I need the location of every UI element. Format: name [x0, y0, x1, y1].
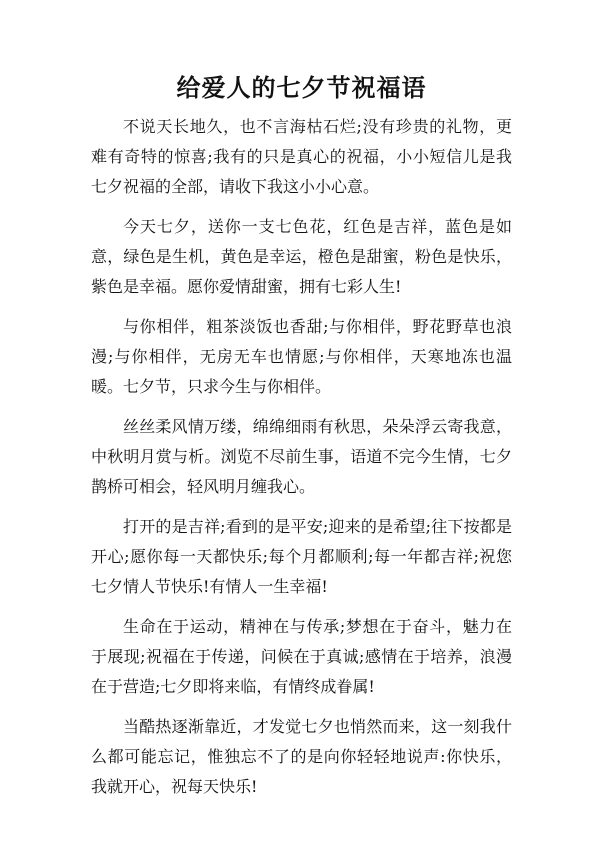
paragraph-1: 不说天长地久，也不言海枯石烂;没有珍贵的礼物，更难有奇特的惊喜;我有的只是真心的祝福，小小短信儿是我七夕祝福的全部，请收下我这小小心意。: [91, 117, 512, 196]
paragraph-7: 当酷热逐渐靠近，才发觉七夕也悄然而来，这一刻我什么都可能忘记，惟独忘不了的是向你轻轻地说声:你快乐，我就开心，祝每天快乐!: [91, 717, 512, 796]
paragraph-6: 生命在于运动，精神在与传承;梦想在于奋斗，魅力在于展现;祝福在于传递，问候在于真诚;感情在于培养，浪漫在于营造;七夕即将来临，有情终成眷属!: [91, 617, 512, 696]
paragraph-2: 今天七夕，送你一支七色花，红色是吉祥，蓝色是如意，绿色是生机，黄色是幸运，橙色是甜蜜，粉色是快乐，紫色是幸福。愿你爱情甜蜜，拥有七彩人生!: [91, 217, 512, 296]
paragraph-4: 丝丝柔风情万缕，绵绵细雨有秋思，朵朵浮云寄我意，中秋明月赏与析。浏览不尽前生事，语道不完今生情，七夕鹊桥可相会，轻风明月缠我心。: [91, 417, 512, 496]
page-title: 给爱人的七夕节祝福语: [176, 73, 427, 102]
paragraph-3: 与你相伴，粗茶淡饭也香甜;与你相伴，野花野草也浪漫;与你相伴，无房无车也情愿;与你相伴，天寒地冻也温暖。七夕节，只求今生与你相伴。: [91, 317, 512, 396]
paragraph-5: 打开的是吉祥;看到的是平安;迎来的是希望;往下按都是开心;愿你每一天都快乐;每个月都顺利;每一年都吉祥;祝您七夕情人节快乐!有情人一生幸福!: [91, 517, 512, 596]
